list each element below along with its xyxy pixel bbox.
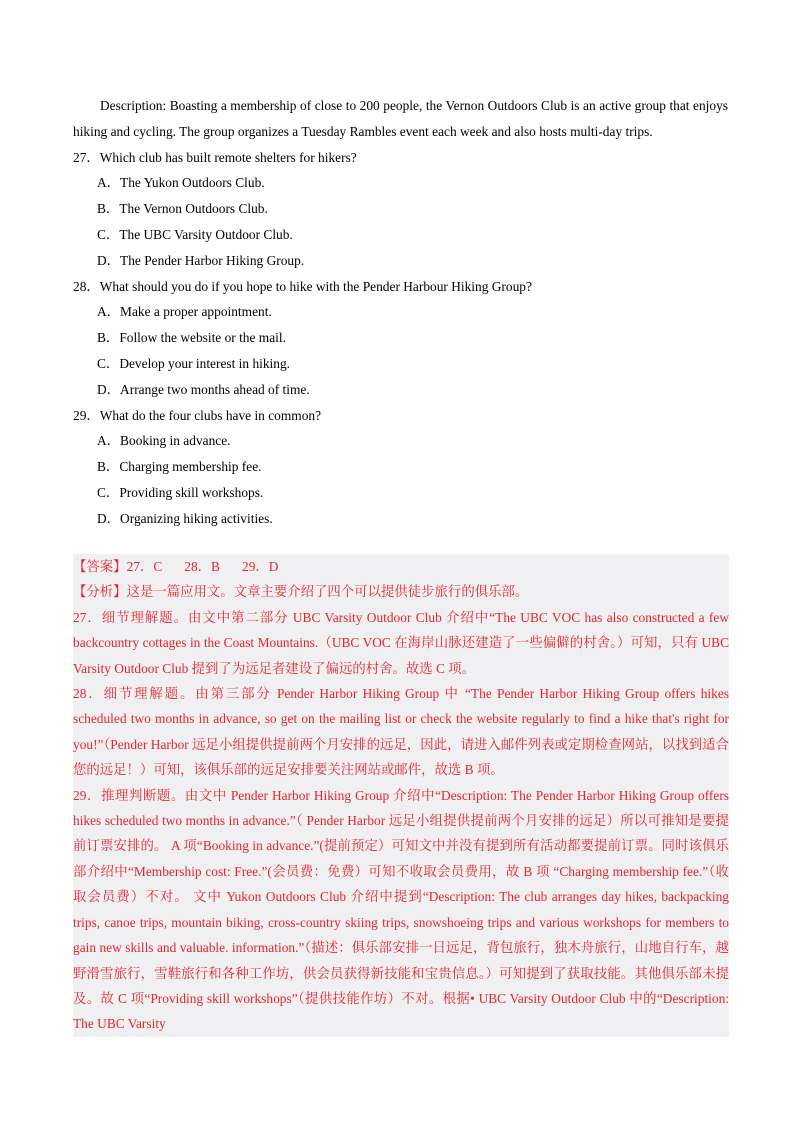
option-b: B．The Vernon Outdoors Club. bbox=[97, 201, 268, 217]
analysis-28: 28．细节理解题。由第三部分 Pender Harbor Hiking Group 中 “The Pender Harbor Hiking Group offers hikes scheduled two months in advance, so get on the mailing list or check the website regularly to find a hike that's right for you!”（Pender Harbor 远足小组提供提前两个月安排的远足，因此，请进入邮件列表或定期检查网站，以找到适合您的远足！）可知，该俱乐部的远足安排要关注网站或邮件，故选 B 项。 bbox=[73, 686, 729, 778]
question-stem: 29．What do the four clubs have in common? bbox=[73, 407, 322, 423]
answer-29: 29．D bbox=[242, 559, 279, 574]
description-paragraph: Description: Boasting a membership of close to 200 people, the Vernon Outdoors Club is an active group that enjoys hiking and cycling. The group organizes a Tuesday Rambles event each week and also hosts multi-day trips. bbox=[73, 98, 728, 139]
option-b: B．Charging membership fee. bbox=[97, 459, 262, 475]
option-d: D．The Pender Harbor Hiking Group. bbox=[97, 252, 305, 268]
question-27 bbox=[73, 145, 728, 274]
option-a: A．The Yukon Outdoors Club. bbox=[97, 175, 265, 191]
option-b: B．Follow the website or the mail. bbox=[97, 330, 286, 346]
answer-label: 【答案】 bbox=[73, 559, 127, 574]
analysis-intro-line bbox=[73, 579, 729, 604]
answer-analysis-box bbox=[73, 554, 729, 1037]
option-c: C．Providing skill workshops. bbox=[97, 484, 264, 500]
answer-line bbox=[73, 554, 729, 579]
analysis-label: 【分析】 bbox=[73, 584, 127, 600]
analysis-intro: 这是一篇应用文。文章主要介绍了四个可以提供徒步旅行的俱乐部。 bbox=[126, 584, 529, 600]
option-c: C．Develop your interest in hiking. bbox=[97, 355, 291, 371]
analysis-27: 27．细节理解题。由文中第二部分 UBC Varsity Outdoor Club 介绍中“The UBC VOC has also constructed a few backcountry cottages in the Coast Mountains.（UBC VOC 在海岸山脉还建造了一些偏僻的村舍。）可知，只有 UBC Varsity Outdoor Club 提到了为远足者建设了偏远的村舍。故选 C 项。 bbox=[73, 609, 729, 676]
option-a: A．Make a proper appointment. bbox=[97, 304, 272, 320]
question-28 bbox=[73, 274, 728, 403]
question-stem: 27．Which club has built remote shelters for hikers? bbox=[73, 149, 357, 165]
option-d: D．Organizing hiking activities. bbox=[97, 510, 273, 526]
answer-28: 28．B bbox=[184, 559, 220, 574]
question-stem: 28．What should you do if you hope to hike with the Pender Harbour Hiking Group? bbox=[73, 278, 532, 294]
option-d: D．Arrange two months ahead of time. bbox=[97, 381, 310, 397]
question-29 bbox=[73, 403, 728, 532]
question-section bbox=[73, 93, 728, 532]
option-a: A．Booking in advance. bbox=[97, 433, 231, 449]
option-c: C．The UBC Varsity Outdoor Club. bbox=[97, 226, 293, 242]
analysis-29: 29．推理判断题。由文中 Pender Harbor Hiking Group 介绍中“Description: The Pender Harbor Hiking Group offers hikes scheduled two months in advance.”（ Pender Harbor 远足小组提供提前两个月安排的远足）所以可推知是要提前订票安排的。 A 项“Booking in advance.”(提前预定）可知文中并没有提到所有活动都要提前订票。同时该俱乐部介绍中“Membership cost: Free.”(会员费：免费）可知不收取会员费用，故 B 项 “Charging membership fee.”（收取会员费）不对。 文中 Yukon Outdoors Club 介绍中提到“Description: The club arranges day hikes, backpacking trips, canoe trips, mountain biking, cross-country skiing trips, snowshoeing trips and various workshops for members to gain new skills and valuable. information.”（描述：俱乐部安排一日远足，背包旅行，独木舟旅行，山地自行车，越野滑雪旅行，雪鞋旅行和各种工作坊，供会员获得新技能和宝贵信息。）可知提到了获取技能。其他俱乐部未提及。故 C 项“Providing skill workshops”（提供技能作坊）不对。根据• UBC Varsity Outdoor Club 中的“Description: The UBC Varsity bbox=[73, 787, 729, 1032]
answer-27: 27．C bbox=[126, 559, 163, 574]
